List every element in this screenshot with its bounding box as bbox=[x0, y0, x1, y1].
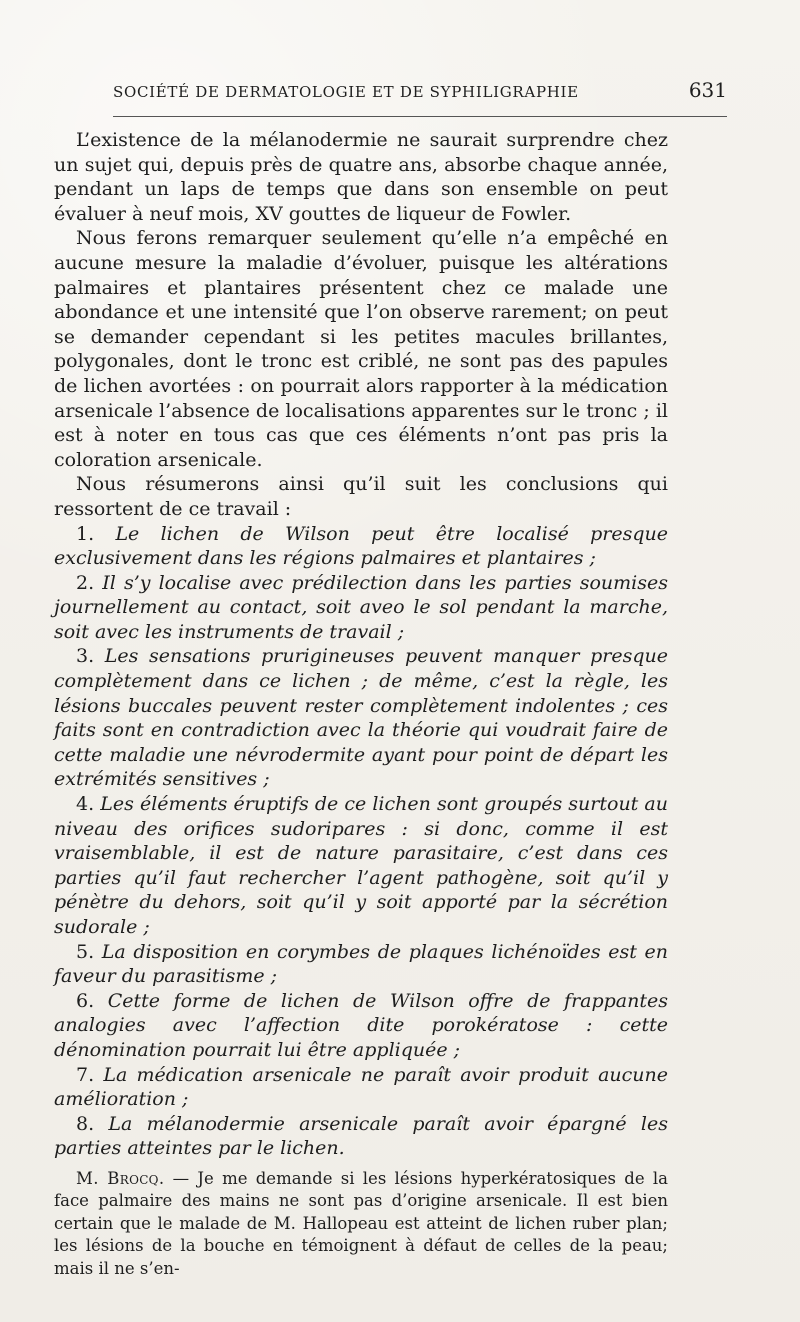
conclusion-number: 8. bbox=[76, 1112, 95, 1135]
header-rule bbox=[113, 116, 727, 117]
conclusion-item bbox=[54, 522, 668, 571]
conclusion-number: 6. bbox=[76, 989, 95, 1012]
paragraph-remarque: Nous ferons remarquer seulement qu’elle n’a empêché en aucune mesure la maladie d’évoluer, puisque les altérations palmaires et plantaires présentent chez ce malade une abondance et une intensité que l’on observe rarement; on peut se demander cependant si les petites macules brillantes, polygonales, dont le tronc est criblé, ne sont pas des papules de lichen avortées : on pourrait alors rapporter à la médication arsenicale l’absence de localisations apparentes sur le tronc ; il est à noter en tous cas que ces éléments n’ont pas pris la coloration arsenicale. bbox=[54, 227, 668, 471]
conclusion-number: 5. bbox=[76, 940, 95, 963]
conclusion-text: Il s’y localise avec prédilection dans les parties soumises journellement au contact, soit aveo le sol pendant la marche, soit avec les instruments de travail ; bbox=[54, 571, 668, 643]
conclusion-number: 7. bbox=[76, 1063, 95, 1086]
conclusion-text: Le lichen de Wilson peut être localisé presque exclusivement dans les régions palmaires et plantaires ; bbox=[54, 522, 668, 570]
conclusion-number: 2. bbox=[76, 571, 95, 594]
conclusion-item bbox=[54, 571, 668, 645]
conclusion-text: Les sensations prurigineuses peuvent manquer presque complètement dans ce lichen ; de même, c’est la règle, les lésions buccales peuvent rester complètement indolentes ; ces faits sont en contradiction avec la théorie qui voudrait faire de cette maladie une névrodermite ayant pour point de départ les extrémités sensitives ; bbox=[54, 645, 668, 791]
conclusion-number: 4. bbox=[76, 793, 95, 816]
conclusion-text: Les éléments éruptifs de ce lichen sont groupés surtout au niveau des orifices sudoripares : si donc, comme il est vraisemblable, il est de nature parasitaire, c’est dans ces parties qu’il faut rechercher l’agent pathogène, soit qu’il y pénètre du dehors, soit qu’il y soit apporté par la sécrétion sudorale ; bbox=[54, 793, 668, 938]
header-title: SOCIÉTÉ DE DERMATOLOGIE ET DE SYPHILIGRAPHIE bbox=[113, 83, 579, 101]
closing-text: — Je me demande si les lésions hyperkératosiques de la face palmaire des mains ne sont pas d’origine arsenicale. Il est bien certain que le malade de M. Hallopeau est atteint de lichen ruber plan; les lésions de la bouche en témoignent à défaut de celles de la peau; mais il ne s’en- bbox=[54, 1168, 668, 1278]
conclusion-text: Cette forme de lichen de Wilson offre de frappantes analogies avec l’affection dite porokératose : cette dénomination pourrait lui être appliquée ; bbox=[54, 989, 668, 1061]
conclusion-item bbox=[54, 792, 668, 940]
conclusion-number: 3. bbox=[76, 645, 95, 668]
conclusion-item bbox=[54, 644, 668, 792]
conclusion-text: La mélanodermie arsenicale paraît avoir épargné les parties atteintes par le lichen. bbox=[54, 1112, 668, 1160]
conclusion-text: La disposition en corymbes de plaques lichénoïdes est en faveur du parasitisme ; bbox=[54, 940, 668, 988]
running-header bbox=[113, 78, 727, 102]
closing-discussion bbox=[54, 1168, 668, 1280]
paragraph-conclusions-intro: Nous résumerons ainsi qu’il suit les conclusions qui ressortent de ce travail : bbox=[54, 473, 668, 520]
paragraph-melanodermie: L’existence de la mélanodermie ne saurait surprendre chez un sujet qui, depuis près de quatre ans, absorbe chaque année, pendant un laps de temps que dans son ensemble on peut évaluer à neuf mois, XV gouttes de liqueur de Fowler. bbox=[54, 129, 668, 225]
page-body bbox=[54, 128, 668, 1280]
conclusion-item bbox=[54, 989, 668, 1063]
conclusion-item bbox=[54, 1063, 668, 1112]
conclusion-item bbox=[54, 940, 668, 989]
page-number: 631 bbox=[688, 78, 727, 102]
conclusion-item bbox=[54, 1112, 668, 1161]
speaker-name: M. Brocq. bbox=[76, 1168, 165, 1188]
conclusion-number: 1. bbox=[76, 522, 95, 545]
conclusion-text: La médication arsenicale ne paraît avoir produit aucune amélioration ; bbox=[54, 1063, 668, 1111]
